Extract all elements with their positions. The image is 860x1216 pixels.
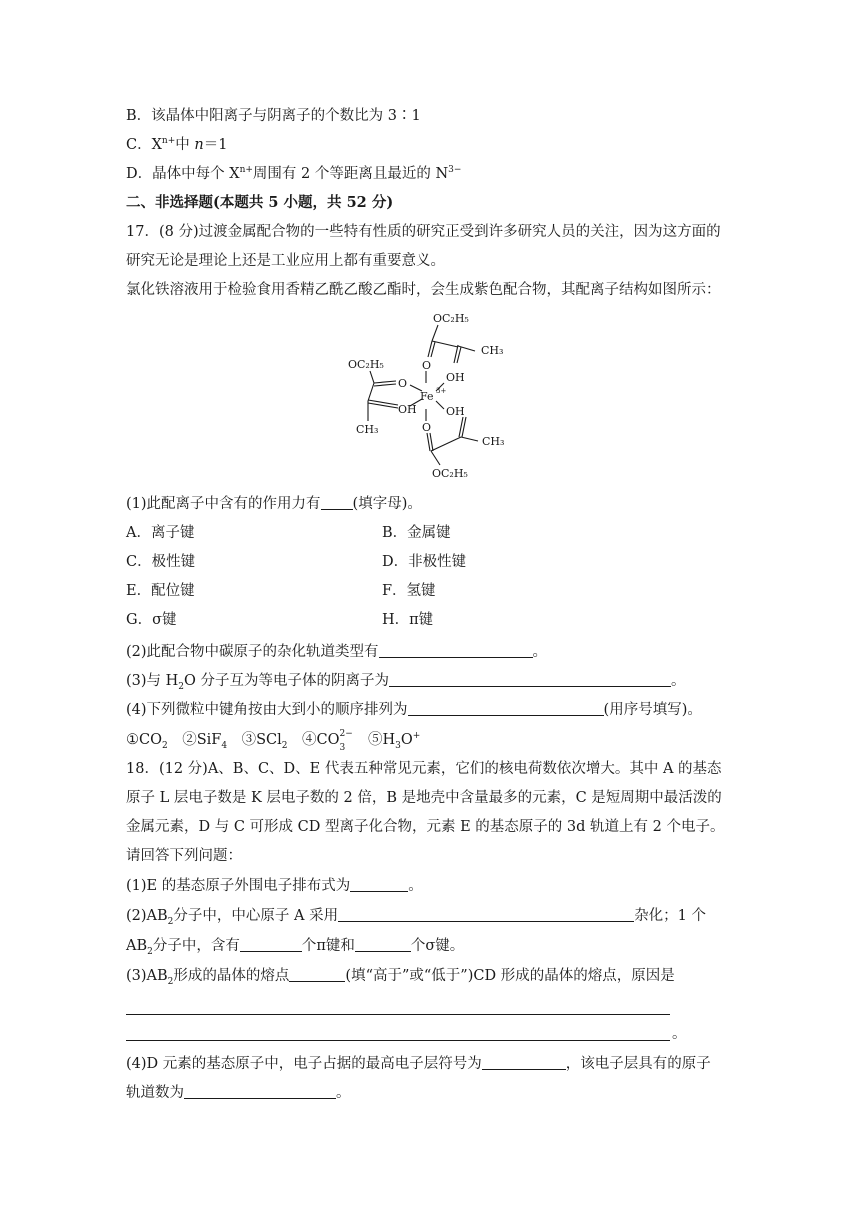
q18-part1: (1)E 的基态原子外围电子排布式为 。 [126,878,423,894]
q18-part2-line1: $(2)AB_2$分子中，中心原子 A 采用 杂化；1 个 [126,908,706,927]
section-heading: 二、非选择题(本题共 5 小题，共 52 分) [126,194,394,211]
q17-line1: 17．(8 分)过渡金属配合物的一些特有性质的研究正受到许多研究人员的关注，因为这方面的 [126,224,721,240]
choice-row-ef: E．配位键 F．氢键 [126,583,436,599]
bottom-ch3-label: CH₃ [482,435,505,448]
top-oh-label: OH [446,371,465,384]
answer-fill-line[interactable] [126,1014,670,1015]
top-ch3-label: CH₃ [481,344,504,357]
fe-charge-label: 3+ [436,387,447,395]
answer-blank[interactable] [184,1084,336,1099]
bottom-o-label: O [422,421,432,434]
answer-blank[interactable] [482,1055,566,1070]
left-o-label: O [398,377,408,390]
choice-row-ab: A．离子键 B．金属键 [126,525,451,541]
answer-blank[interactable] [338,907,634,922]
answer-fill-line[interactable] [126,1040,670,1041]
answer-blank[interactable] [355,937,411,952]
q18-part2-line2: $AB_2$分子中，含有 个π键和 个σ键。 [126,938,465,957]
q18-part3-end: 。 [672,1026,687,1042]
choice-row-cd: C．极性键 D．非极性键 [126,554,467,570]
q17-line2: 研究无论是理论上还是工业应用上都有重要意义。 [126,253,445,269]
option-b: B．该晶体中阳离子与阴离子的个数比为 3∶1 [126,108,421,124]
q18-line2: 原子 L 层电子数是 K 层电子数的 2 倍，B 是地壳中含量最多的元素，C 是短周期中最活泼的 [126,790,722,806]
bottom-oh-label: OH [446,405,465,418]
top-o-label: O [422,359,432,372]
q18-part4-line1: (4)D 元素的基态原子中，电子占据的最高电子层符号为 ，该电子层具有的原子 [126,1056,711,1072]
q17-part4: (4)下列微粒中键角按由大到小的顺序排列为 (用序号填写)。 [126,702,702,718]
choice-row-gh: G．σ键 H．π键 [126,612,434,628]
q17-species: $①CO_2$ ②SiF$_4$ ③SCl$_2$ ④CO 2− 3 $⑤H_3O^+$ [126,729,421,753]
q18-line3: 金属元素，D 与 C 可形成 CD 型离子化合物，元素 E 的基态原子的 3d 轨道上有 2 个电子。 [126,819,725,835]
option-c: C．$X^{n+}$中 n＝1 [126,136,228,153]
option-d: D．晶体中每个 $X^{n+}$周围有 2 个等距离且最近的 $N^{3-}$ [126,165,462,182]
answer-blank[interactable] [240,937,302,952]
left-oh-label: OH [398,403,417,416]
q17-part2: (2)此配合物中碳原子的杂化轨道类型有 。 [126,644,548,660]
q18-line1: 18．(12 分)A、B、C、D、E 代表五种常见元素，它们的核电荷数依次增大。其中 A 的基态 [126,761,722,777]
q18-line4: 请回答下列问题： [126,848,242,864]
top-oc2h5-label: OC₂H₅ [433,312,469,325]
left-ch3-label: CH₃ [356,423,379,436]
answer-blank[interactable] [389,672,671,687]
q17-part3: (3)与 $H_2O$ 分子互为等电子体的阴离子为 。 [126,673,686,692]
answer-blank[interactable] [321,495,353,510]
q18-part3: $(3)AB_2$形成的晶体的熔点 (填“高于”或“低于”)CD 形成的晶体的熔点，原因是 [126,968,675,987]
answer-blank[interactable] [408,701,604,716]
bottom-oc2h5-label: OC₂H₅ [432,467,468,480]
left-oc2h5-label: OC₂H₅ [348,358,384,371]
q17-line3: 氯化铁溶液用于检验食用香精乙酰乙酸乙酯时，会生成紫色配合物，其配离子结构如图所示： [126,282,721,298]
q17-part1: (1)此配离子中含有的作用力有 (填字母)。 [126,496,422,512]
answer-blank[interactable] [350,877,408,892]
q18-part4-line2: 轨道数为 。 [126,1085,351,1101]
fe-label: Fe [420,390,434,403]
answer-blank[interactable] [379,643,533,658]
complex-structure-figure [340,305,530,487]
answer-blank[interactable] [289,967,345,982]
